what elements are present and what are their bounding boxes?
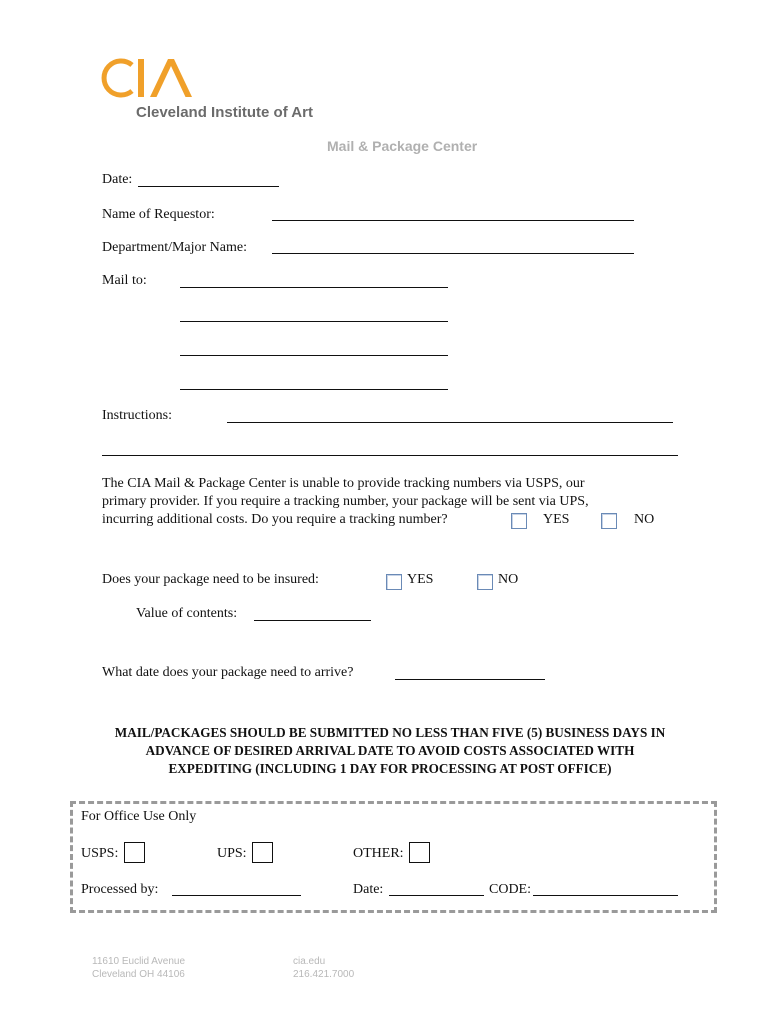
- tracking-text-line-1: The CIA Mail & Package Center is unable to provide tracking numbers via USPS, our: [102, 476, 585, 491]
- code-field[interactable]: [533, 895, 678, 896]
- usps-checkbox[interactable]: [124, 842, 145, 863]
- footer-phone: 216.421.7000: [293, 969, 355, 980]
- tracking-text-line-2: primary provider. If you require a tracking number, your package will be sent via UPS,: [102, 494, 589, 509]
- mail-to-field-2[interactable]: [180, 321, 448, 322]
- tracking-no-checkbox[interactable]: [601, 513, 617, 529]
- insurance-no-checkbox[interactable]: [477, 574, 493, 590]
- department-field[interactable]: [272, 253, 634, 254]
- mail-to-label: Mail to:: [102, 273, 147, 288]
- insurance-yes-label: YES: [407, 572, 434, 587]
- institution-name: Cleveland Institute of Art: [136, 104, 313, 121]
- code-label: CODE:: [489, 882, 531, 897]
- instructions-field-1[interactable]: [227, 422, 673, 423]
- requestor-field[interactable]: [272, 220, 634, 221]
- instructions-label: Instructions:: [102, 408, 172, 423]
- ups-checkbox[interactable]: [252, 842, 273, 863]
- tracking-no-label: NO: [634, 512, 655, 527]
- footer-address-line-1: 11610 Euclid Avenue: [92, 956, 186, 967]
- instructions-field-2[interactable]: [102, 455, 678, 456]
- other-checkbox[interactable]: [409, 842, 430, 863]
- processed-by-field[interactable]: [172, 895, 301, 896]
- insurance-no-label: NO: [498, 572, 519, 587]
- ups-label: UPS:: [217, 846, 247, 861]
- requestor-label: Name of Requestor:: [102, 207, 215, 222]
- arrival-date-field[interactable]: [395, 679, 545, 680]
- usps-label: USPS:: [81, 846, 119, 861]
- cia-logo: [98, 56, 198, 104]
- value-of-contents-label: Value of contents:: [136, 606, 238, 621]
- footer-website: cia.edu: [293, 956, 326, 967]
- mail-to-field-1[interactable]: [180, 287, 448, 288]
- footer-address-line-2: Cleveland OH 44106: [92, 969, 185, 980]
- other-label: OTHER:: [353, 846, 404, 861]
- mail-to-field-3[interactable]: [180, 355, 448, 356]
- office-date-field[interactable]: [389, 895, 484, 896]
- notice-line-2: ADVANCE OF DESIRED ARRIVAL DATE TO AVOID COSTS ASSOCIATED WITH: [145, 743, 635, 758]
- office-date-label: Date:: [353, 882, 384, 897]
- tracking-yes-label: YES: [543, 512, 570, 527]
- tracking-yes-checkbox[interactable]: [511, 513, 527, 529]
- tracking-text-line-3: incurring additional costs. Do you require a tracking number?: [102, 512, 448, 527]
- date-label: Date:: [102, 172, 133, 187]
- footer-contact: [293, 955, 354, 981]
- department-label: Department/Major Name:: [102, 240, 248, 255]
- notice-line-3: EXPEDITING (INCLUDING 1 DAY FOR PROCESSING AT POST OFFICE): [168, 761, 612, 776]
- processed-by-label: Processed by:: [81, 882, 159, 897]
- arrival-question: What date does your package need to arrive?: [102, 665, 354, 680]
- footer-address: [92, 955, 185, 981]
- mail-to-field-4[interactable]: [180, 389, 448, 390]
- value-of-contents-field[interactable]: [254, 620, 371, 621]
- cia-logo-mark: [98, 56, 198, 100]
- page-subtitle: Mail & Package Center: [327, 138, 478, 154]
- insurance-question: Does your package need to be insured:: [102, 572, 319, 587]
- date-field[interactable]: [138, 186, 279, 187]
- notice-line-1: MAIL/PACKAGES SHOULD BE SUBMITTED NO LESS THAN FIVE (5) BUSINESS DAYS IN: [114, 725, 666, 740]
- office-use-title: For Office Use Only: [81, 809, 197, 824]
- submission-notice: [60, 724, 720, 778]
- insurance-yes-checkbox[interactable]: [386, 574, 402, 590]
